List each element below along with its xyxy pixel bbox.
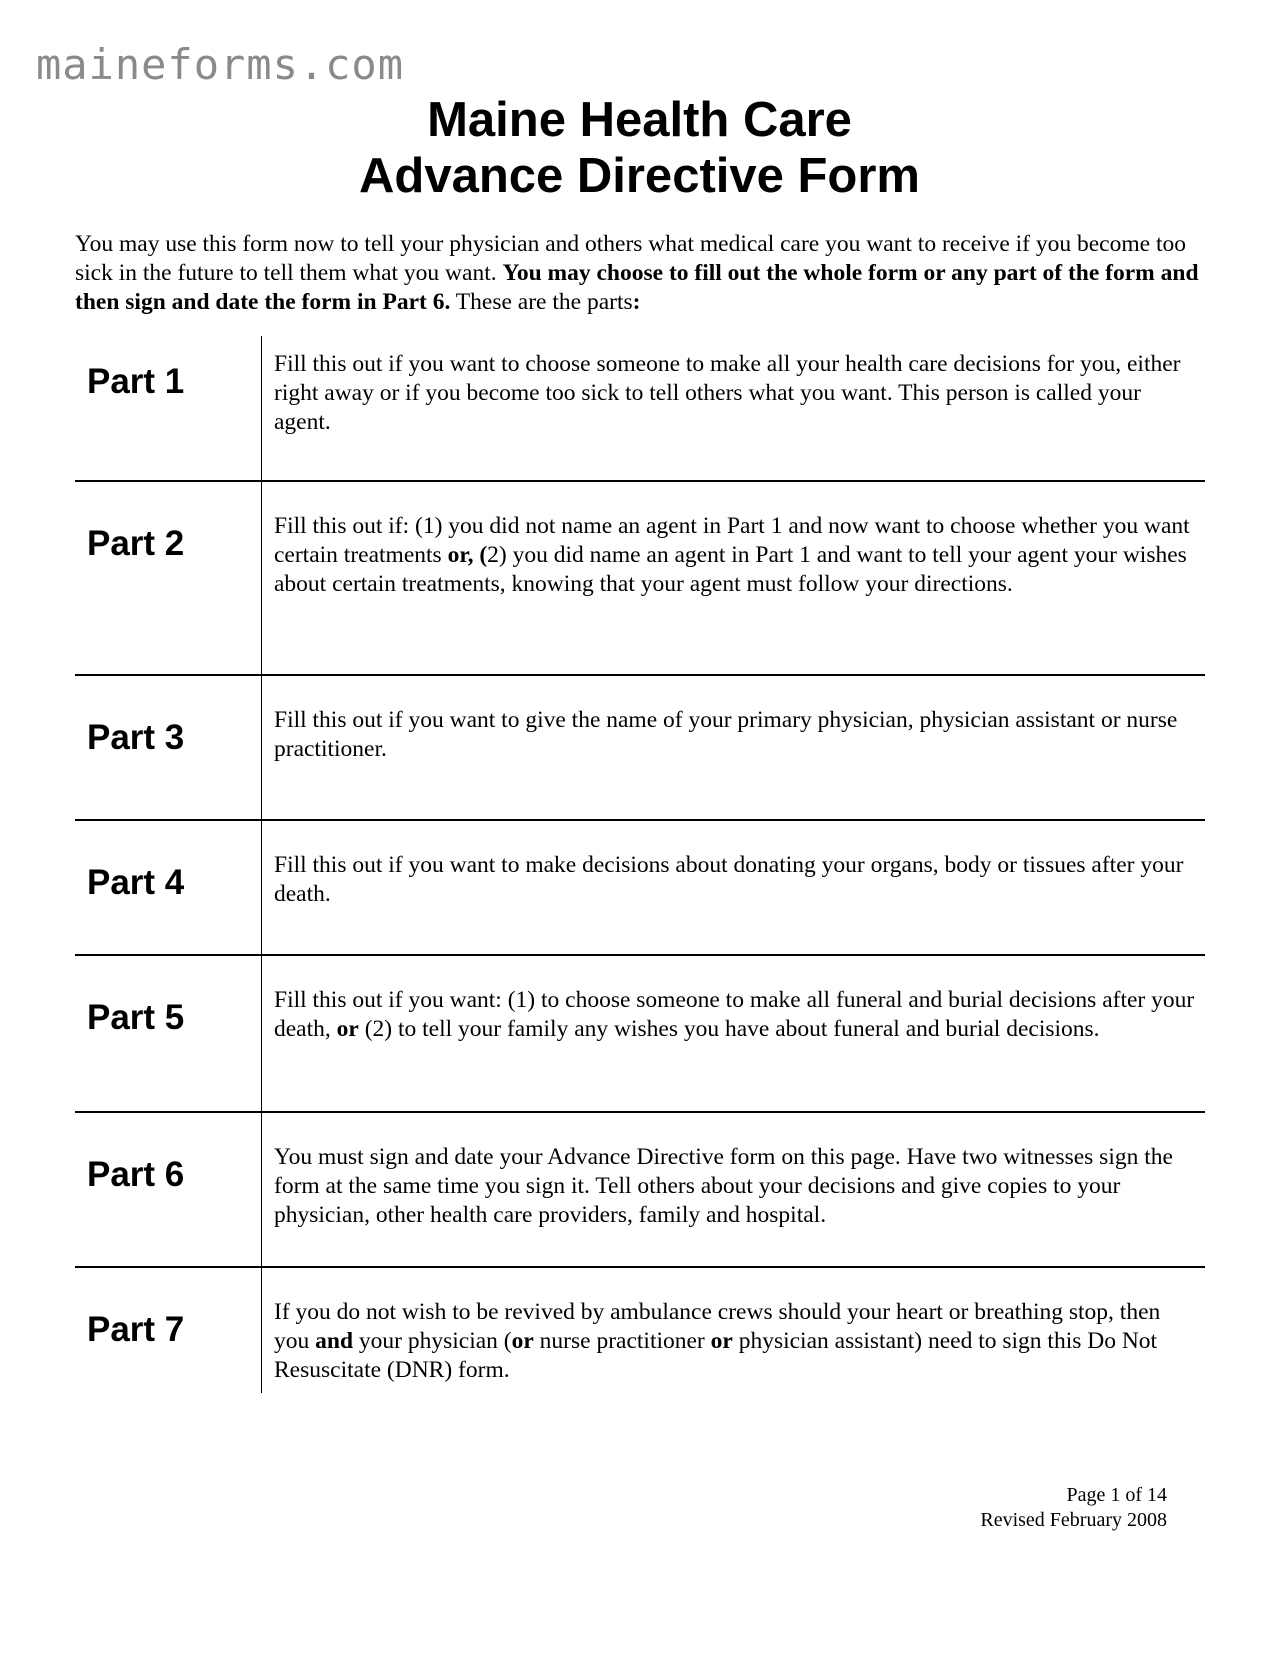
description-text: Fill this out if you want to make decisions about donating your organs, body or tissues after your death. bbox=[274, 852, 1184, 907]
part-row bbox=[75, 1113, 1205, 1268]
intro-paragraph bbox=[75, 230, 1215, 317]
part-label: Part 7 bbox=[75, 1268, 262, 1393]
title-line-1: Maine Health Care bbox=[427, 93, 852, 147]
description-text: Fill this out if you want to choose someone to make all your health care decisions for you, either right away or if you become too sick to tell others what you want. This person is called your agent. bbox=[274, 351, 1181, 435]
description-text: physician assistant) need to sign this Do Not Resuscitate (DNR) form. bbox=[274, 1328, 1158, 1383]
part-row bbox=[75, 956, 1205, 1113]
description-text: your physician ( bbox=[353, 1328, 512, 1354]
part-row bbox=[75, 336, 1205, 482]
title-line-2: Advance Directive Form bbox=[359, 149, 920, 203]
parts-table bbox=[75, 336, 1205, 1393]
description-text: You must sign and date your Advance Directive form on this page. Have two witnesses sign the form at the same time you sign it. Tell others about your decisions and give copies to your physician, other health care providers, family and hospital. bbox=[274, 1144, 1173, 1228]
description-text: nurse practitioner bbox=[533, 1328, 711, 1354]
part-label: Part 6 bbox=[75, 1113, 262, 1266]
description-bold-text: or bbox=[710, 1328, 733, 1354]
part-label: Part 5 bbox=[75, 956, 262, 1111]
part-description bbox=[262, 676, 1205, 819]
page-footer bbox=[980, 1483, 1167, 1533]
part-description bbox=[262, 821, 1205, 954]
part-label: Part 1 bbox=[75, 336, 262, 480]
part-description bbox=[262, 1113, 1205, 1266]
description-text: (2) to tell your family any wishes you have about funeral and burial decisions. bbox=[358, 1016, 1100, 1042]
intro-colon: : bbox=[632, 289, 641, 315]
part-row bbox=[75, 482, 1205, 676]
description-bold-text: or bbox=[336, 1016, 359, 1042]
part-row bbox=[75, 1268, 1205, 1393]
description-bold-text: or bbox=[511, 1328, 534, 1354]
part-description bbox=[262, 336, 1205, 480]
page-number: Page 1 of 14 bbox=[1066, 1484, 1167, 1506]
revision-date: Revised February 2008 bbox=[980, 1509, 1167, 1531]
site-watermark: maineforms.com bbox=[36, 40, 405, 89]
description-text: Fill this out if you want: (1) to choose someone to make all funeral and burial decisions after your death, bbox=[274, 987, 1195, 1042]
description-bold-text: and bbox=[315, 1328, 354, 1354]
part-label: Part 3 bbox=[75, 676, 262, 819]
part-label: Part 2 bbox=[75, 482, 262, 674]
description-text: Fill this out if: (1) you did not name an agent in Part 1 and now want to choose whether you want certain treatments bbox=[274, 513, 1190, 568]
description-text: Fill this out if you want to give the name of your primary physician, physician assistant or nurse practitioner. bbox=[274, 707, 1178, 762]
part-row bbox=[75, 821, 1205, 956]
part-description bbox=[262, 1268, 1205, 1393]
intro-text: You may use this form now to tell your physician and others what medical care you want to receive if you become too sick in the future to tell them what you want. bbox=[75, 231, 1186, 286]
part-label: Part 4 bbox=[75, 821, 262, 954]
part-description bbox=[262, 956, 1205, 1111]
part-row bbox=[75, 676, 1205, 821]
intro-text-end: These are the parts bbox=[450, 289, 633, 315]
page-title bbox=[0, 92, 1279, 204]
description-bold-text: or, ( bbox=[447, 542, 488, 568]
part-description bbox=[262, 482, 1205, 674]
intro-bold-text: You may choose to fill out the whole form or any part of the form and then sign and date the form in Part 6. bbox=[75, 260, 1199, 315]
description-text: 2) you did name an agent in Part 1 and want to tell your agent your wishes about certain treatments, knowing that your agent must follow your directions. bbox=[274, 542, 1187, 597]
description-text: If you do not wish to be revived by ambulance crews should your heart or breathing stop, then you bbox=[274, 1299, 1161, 1354]
